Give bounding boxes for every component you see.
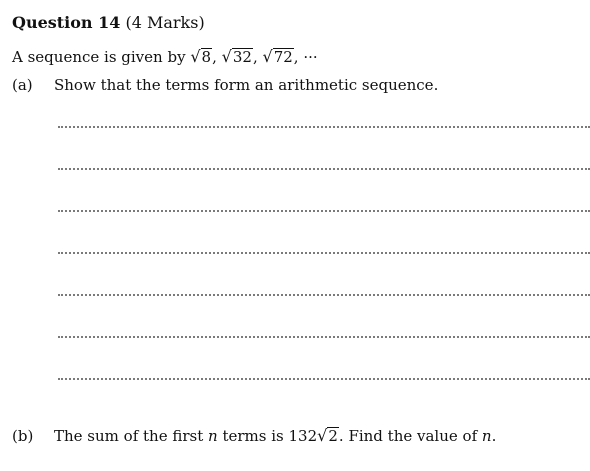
answer-line[interactable] [58,336,590,338]
sqrt-icon: √ [262,47,273,66]
part-b-label: (b) [12,427,34,445]
answer-line[interactable] [58,378,590,380]
final-period: . [491,427,497,445]
answer-line[interactable] [58,126,590,128]
question-marks: (4 Marks) [125,13,205,32]
separator-3: , [293,48,299,66]
term-2-radicand: 32 [232,48,252,66]
part-b-text-middle: terms is 132 [222,427,318,445]
question-title: Question 14 [12,13,121,32]
sqrt-icon: √ [317,426,328,445]
separator-2: , [252,48,258,66]
ellipsis: ··· [303,48,318,66]
separator-1: , [212,48,217,66]
variable-n-end: n [481,427,492,445]
part-a-label: (a) [12,76,33,94]
answer-line[interactable] [58,210,590,212]
term-1-radicand: 8 [201,48,212,66]
part-a-text: Show that the terms form an arithmetic sequence. [54,76,439,94]
answer-line[interactable] [58,294,590,296]
sqrt-icon: √ [190,47,201,66]
answer-area[interactable] [58,0,590,471]
intro-text: A sequence is given by [12,48,186,66]
part-b-text-start: The sum of the first [54,427,204,445]
root-two-radicand: 2 [328,427,338,445]
sqrt-icon: √ [221,47,232,66]
term-3-radicand: 72 [273,48,293,66]
variable-n: n [208,427,218,445]
root-two [317,425,339,447]
answer-line[interactable] [58,252,590,254]
answer-line[interactable] [58,168,590,170]
part-b [12,425,496,447]
part-b-text-after-root: . Find the value of [338,427,478,445]
